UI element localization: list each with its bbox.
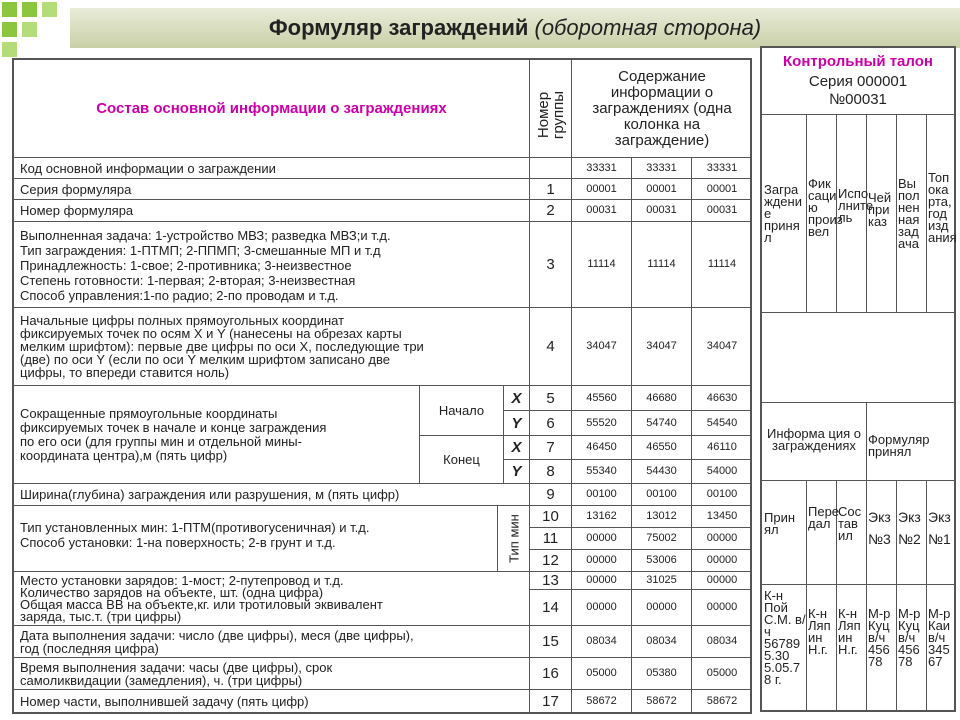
row-8-val: 54000 (692, 460, 752, 484)
coupon-sign-5: М-р Куц в/ч 456 78 (898, 606, 921, 669)
row-5-num: 5 (530, 386, 572, 411)
header-composition: Состав основной информации о заграждениях (14, 60, 530, 158)
row-date-label: Дата выполнения задачи: число (две цифры), меся (две цифры), год (последняя цифра) (14, 626, 530, 658)
row-7-num: 7 (530, 436, 572, 460)
row-number-val: 00031 (692, 200, 752, 222)
row-coords-val: 34047 (572, 308, 632, 386)
deco-square (42, 2, 57, 17)
coupon-series: Серия 000001 (808, 73, 908, 90)
page-title (70, 12, 960, 44)
divider (762, 312, 954, 313)
row-task-val: 11114 (632, 222, 692, 308)
row-16-num: 16 (530, 658, 572, 690)
row-code-val: 33331 (572, 158, 632, 179)
coupon-col-task: Вы пол нен ная зад ача (898, 176, 920, 251)
row-coords-val: 34047 (692, 308, 752, 386)
row-unit-label: Номер части, выполнившей задачу (пять цифр) (14, 690, 530, 712)
deco-square (22, 22, 37, 37)
mine-type-label: Тип мин (498, 506, 530, 572)
deco-square (2, 22, 17, 37)
row-8-val: 54430 (632, 460, 692, 484)
row-6-val: 55520 (572, 411, 632, 436)
coupon-col-accepted: Загра ждени е приня л (764, 182, 802, 245)
coupon-number: №00031 (829, 91, 887, 108)
coupon-col-fixed: Фик саци ю произ вел (808, 176, 843, 239)
row-number-val: 00031 (572, 200, 632, 222)
row-15-val: 08034 (572, 626, 632, 658)
row-11-val: 75002 (632, 528, 692, 550)
row-7-val: 46550 (632, 436, 692, 460)
row-11-val: 00000 (692, 528, 752, 550)
coupon-col-map: Топ ока рта, год изд ания (928, 170, 957, 245)
title-subtitle: (оборотная сторона) (534, 15, 762, 40)
coupon-col-executor: Испо лните ль (838, 186, 874, 225)
row-9-val: 00100 (572, 484, 632, 506)
start-label: Начало (420, 386, 504, 436)
coupon-form-accepted: Формуляр принял (868, 432, 930, 459)
row-17-val: 58672 (572, 690, 632, 712)
row-6-num: 6 (530, 411, 572, 436)
coupon-handed: Пере дал (808, 504, 840, 531)
row-14-val: 00000 (572, 590, 632, 626)
row-13-val: 31025 (632, 572, 692, 590)
row-12-val: 00000 (692, 550, 752, 572)
divider (896, 480, 897, 710)
coupon-sign-4: М-р Куц в/ч 456 78 (868, 606, 891, 669)
row-series-label: Серия формуляра (14, 179, 530, 200)
row-coords-label: Начальные цифры полных прямоугольных координат фиксируемых точек по осям X и Y (нанесены на обрезах карты мелким шрифтом): первые две цифры по оси X, последующие три (две) по оси Y (если по оси Y мелким шрифтом записано две цифры, то впереди ставится ноль) (14, 308, 530, 386)
row-5-val: 46630 (692, 386, 752, 411)
row-10-num: 10 (530, 506, 572, 528)
coupon-title: Контрольный талон (783, 53, 933, 70)
header-content: Содержание информации о заграждениях (одна колонка на заграждение) (572, 60, 752, 158)
coupon-sign-3: К-н Ляп ин Н.г. (838, 606, 861, 657)
row-11-val: 00000 (572, 528, 632, 550)
row-10-val: 13012 (632, 506, 692, 528)
row-11-num: 11 (530, 528, 572, 550)
divider (866, 402, 867, 480)
divider (762, 402, 954, 403)
deco-square (22, 2, 37, 17)
coupon-info: Информа ция о заграждениях (766, 426, 862, 453)
row-width-label: Ширина(глубина) заграждения или разрушения, м (пять цифр) (14, 484, 530, 506)
deco-square (2, 2, 17, 17)
row-17-val: 58672 (706, 694, 738, 707)
row-task-label: Выполненная задача: 1-устройство МВЗ; разведка МВЗ;и т.д. Тип заграждения: 1-ПТМП; 2-ППМП; 3-смешанные МП и т.д Принадлежность: 1-свое; 2-противника; 3-неизвестное Степень готовности: 1-первая; 2-вторая; 3-неизвестная Способ управления:1-по радио; 2-по проводам и т.д. (14, 222, 530, 308)
row-7-val: 46450 (572, 436, 632, 460)
divider (926, 114, 927, 312)
barrier-form-table (12, 58, 752, 714)
row-task-val: 11114 (572, 222, 632, 308)
row-code-label: Код основной информации о заграждении (14, 158, 530, 179)
row-12-val: 00000 (572, 550, 632, 572)
row-10-val: 13450 (692, 506, 752, 528)
row-6-val: 54740 (632, 411, 692, 436)
end-label: Конец (420, 436, 504, 484)
divider (866, 480, 867, 710)
row-13-val: 00000 (572, 572, 632, 590)
row-coords-num: 4 (530, 308, 572, 386)
row-8-num: 8 (530, 460, 572, 484)
row-number-num: 2 (530, 200, 572, 222)
row-time-label: Время выполнения задачи: часы (две цифры), срок самоликвидации (замедления), ч. (три цифры) (14, 658, 530, 690)
row-5-val: 46680 (632, 386, 692, 411)
axis-x: X (504, 436, 530, 460)
row-9-val: 00100 (632, 484, 692, 506)
row-code-num (530, 158, 572, 179)
row-series-val: 00001 (692, 179, 752, 200)
coupon-sign-1: К-н Пой С.М. в/ч 56789 5.30 5.05.7 8 г. (764, 588, 806, 687)
row-number-val: 00031 (632, 200, 692, 222)
row-short-coords-label: Сокращенные прямоугольные координаты фиксируемых точек в начале и конце заграждения по его оси (для группы мин и отдельной мины- координата центра),м (пять цифр) (14, 386, 420, 484)
row-9-num: 9 (530, 484, 572, 506)
row-coords-val: 34047 (632, 308, 692, 386)
coupon-sign-6: М-р Каи в/ч 345 67 (928, 606, 951, 669)
row-15-num: 15 (530, 626, 572, 658)
row-number-label: Номер формуляра (14, 200, 530, 222)
divider (806, 480, 807, 710)
coupon-composed: Сос тав ил (838, 504, 862, 543)
divider (896, 114, 897, 312)
row-13-val: 00000 (692, 572, 752, 590)
axis-y: Y (504, 411, 530, 436)
row-charges-label: Место установки зарядов: 1-мост; 2-путепровод и т.д. Количество зарядов на объекте, шт. (одна цифра) Общая масса ВВ на объекте,кг. или тротиловый эквивалент заряда, тыс.т. (три цифры) (14, 572, 530, 626)
coupon-copy-1: Экз №1 (928, 509, 951, 547)
title-main: Формуляр заграждений (268, 15, 529, 40)
row-14-num: 14 (530, 590, 572, 626)
axis-y: Y (504, 460, 530, 484)
row-series-val: 00001 (572, 179, 632, 200)
row-mines-label: Тип установленных мин: 1-ПТМ(противогусеничная) и т.д. Способ установки: 1-на поверхность; 2-в грунт и т.д. (14, 506, 498, 572)
row-17-val: 58672 (632, 690, 692, 712)
row-14-val: 00000 (692, 590, 752, 626)
row-15-val: 08034 (692, 626, 752, 658)
row-15-val: 08034 (632, 626, 692, 658)
row-14-val: 00000 (632, 590, 692, 626)
row-12-num: 12 (530, 550, 572, 572)
row-10-val: 13162 (572, 506, 632, 528)
row-series-val: 00001 (632, 179, 692, 200)
header-group-number: Номер группы (530, 60, 572, 158)
row-5-val: 45560 (572, 386, 632, 411)
row-13-num: 13 (530, 572, 572, 590)
coupon-col-order: Чей при каз (868, 190, 892, 229)
control-coupon (760, 46, 956, 712)
row-12-val: 53006 (632, 550, 692, 572)
coupon-sign-2: К-н Ляп ин Н.г. (808, 606, 831, 657)
deco-square (2, 42, 17, 57)
coupon-accepted: Прин ял (764, 510, 796, 537)
row-8-val: 55340 (572, 460, 632, 484)
row-7-val: 46110 (692, 436, 752, 460)
row-code-val: 33331 (632, 158, 692, 179)
coupon-copy-3: Экз №3 (868, 509, 891, 547)
divider (926, 480, 927, 710)
divider (866, 114, 867, 312)
row-code-val: 33331 (692, 158, 752, 179)
coupon-copy-2: Экз №2 (898, 509, 921, 547)
row-task-num: 3 (530, 222, 572, 308)
row-9-val: 00100 (692, 484, 752, 506)
divider (806, 114, 807, 312)
row-series-num: 1 (530, 179, 572, 200)
row-16-val: 05380 (632, 658, 692, 690)
axis-x: X (504, 386, 530, 411)
row-16-val: 05000 (572, 658, 632, 690)
row-17-num: 17 (530, 690, 572, 712)
row-16-val: 05000 (692, 658, 752, 690)
row-6-val: 54540 (692, 411, 752, 436)
row-task-val: 11114 (692, 222, 752, 308)
